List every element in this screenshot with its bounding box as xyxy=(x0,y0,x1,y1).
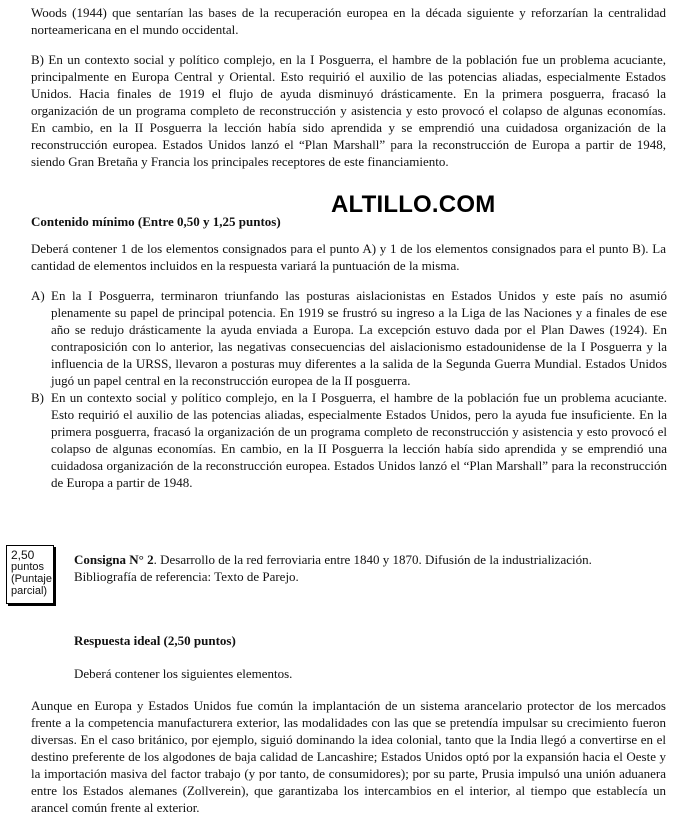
consigna-label: Consigna N° 2 xyxy=(74,552,154,567)
section-heading-contenido-minimo: Contenido mínimo (Entre 0,50 y 1,25 puntos) xyxy=(31,214,281,229)
score-value: 2,50 xyxy=(11,548,35,562)
paragraph-continuation: Woods (1944) que sentarían las bases de la recuperación europea en la década siguiente y reforzarían la centralidad norteamericana en el mundo occidental. xyxy=(31,5,666,37)
score-unit: puntos xyxy=(11,561,45,573)
score-note-2: parcial) xyxy=(11,585,48,597)
paragraph-elementos: Deberá contener los siguientes elementos. xyxy=(74,666,293,681)
score-box xyxy=(6,545,54,604)
paragraph-answer-text: Aunque en Europa y Estados Unidos fue común la implantación de un sistema arancelario protector de los mercados frente a la competencia manufacturera exterior, las modalidades con las que se pretendía impulsar su crecimiento fueron diversas. En el caso británico, por ejemplo, siguió dominando la idea colonial, tanto que la India llegó a convertirse en el destino preferente de los algodones de baja calidad de Lancashire; Estados Unidos optó por la expansión hacia el Oeste y la importación masiva del factor trabajo (y por tanto, de consumidores); por su parte, Prusia impulsó una unión aduanera entre los Estados alemanes (Zollverein), que garantizaba los intercambios en el interior, al tiempo que establecía un arancel común frente al exterior. xyxy=(31,698,666,815)
list-item xyxy=(31,389,667,491)
list-item-text: En la I Posguerra, terminaron triunfando las posturas aislacionistas en Estados Unidos y este país no asumió plenamente su papel de principal potencia. En 1919 se frustró su ingreso a la Liga de las Naciones y a finales de ese año se redujo drásticamente la ayuda enviada a Europa. La excepción estuvo dada por el Plan Dawes (1924). En contraposición con lo anterior, las negativas consecuencias del aislacionismo estadounidense de la I Posguerra y la influencia de la URSS, llevaron a posturas muy diferentes a la salida de la Segunda Guerra Mundial. Estados Unidos jugó un papel central en la reconstrucción europea de la II posguerra. xyxy=(51,288,667,388)
consigna-bibliography: Bibliografía de referencia: Texto de Parejo. xyxy=(74,569,299,584)
list-item-text: En un contexto social y político complejo, en la I Posguerra, el hambre de la población fue un problema acuciante. Esto requirió el auxilio de las potencias aliadas, especialmente Estados Unidos, pero la ayuda fue insuficiente. En la primera posguerra, fracasó la organización de un programa completo de reconstrucción y asistencia y esto provocó el colapso de algunas economías. En cambio, en la II Posguerra la lección había sido aprendida y se emprendió una cuidadosa organización de la reconstrucción europea. Estados Unidos lanzó el “Plan Marshall” para la reconstrucción de Europa a partir de 1948. xyxy=(51,390,667,490)
consigna-text: . Desarrollo de la red ferroviaria entre 1840 y 1870. Difusión de la industrialización. xyxy=(153,552,592,567)
score-note-1: (Puntaje xyxy=(11,573,52,585)
section-heading-respuesta-ideal: Respuesta ideal (2,50 puntos) xyxy=(74,633,236,648)
list-marker: B) xyxy=(31,390,44,405)
paragraph-contenido-minimo-intro: Deberá contener 1 de los elementos consignados para el punto A) y 1 de los elementos consignados para el punto B). La cantidad de elementos incluidos en la respuesta variará la puntuación de la misma. xyxy=(31,241,666,273)
watermark-logo: ALTILLO.COM xyxy=(331,191,496,218)
list-item xyxy=(31,287,667,389)
paragraph-answer-b: B) En un contexto social y político complejo, en la I Posguerra, el hambre de la población fue un problema acuciante, principalmente en Europa Central y Oriental. Esto requirió el auxilio de las potencias aliadas, especialmente Estados Unidos. Hacia finales de 1919 el flujo de ayuda disminuyó drásticamente. En la primera posguerra, fracasó la organización de un programa completo de reconstrucción y asistencia y esto provocó el colapso de algunas economías. En cambio, en la II Posguerra la lección había sido aprendida y se emprendió una cuidadosa organización de la reconstrucción europea. Estados Unidos lanzó el “Plan Marshall” para la reconstrucción de Europa a partir de 1948, siendo Gran Bretaña y Francia los principales receptores de este financiamiento. xyxy=(31,52,666,169)
elements-list xyxy=(31,287,667,491)
list-marker: A) xyxy=(31,288,45,303)
consigna-block xyxy=(74,551,674,585)
